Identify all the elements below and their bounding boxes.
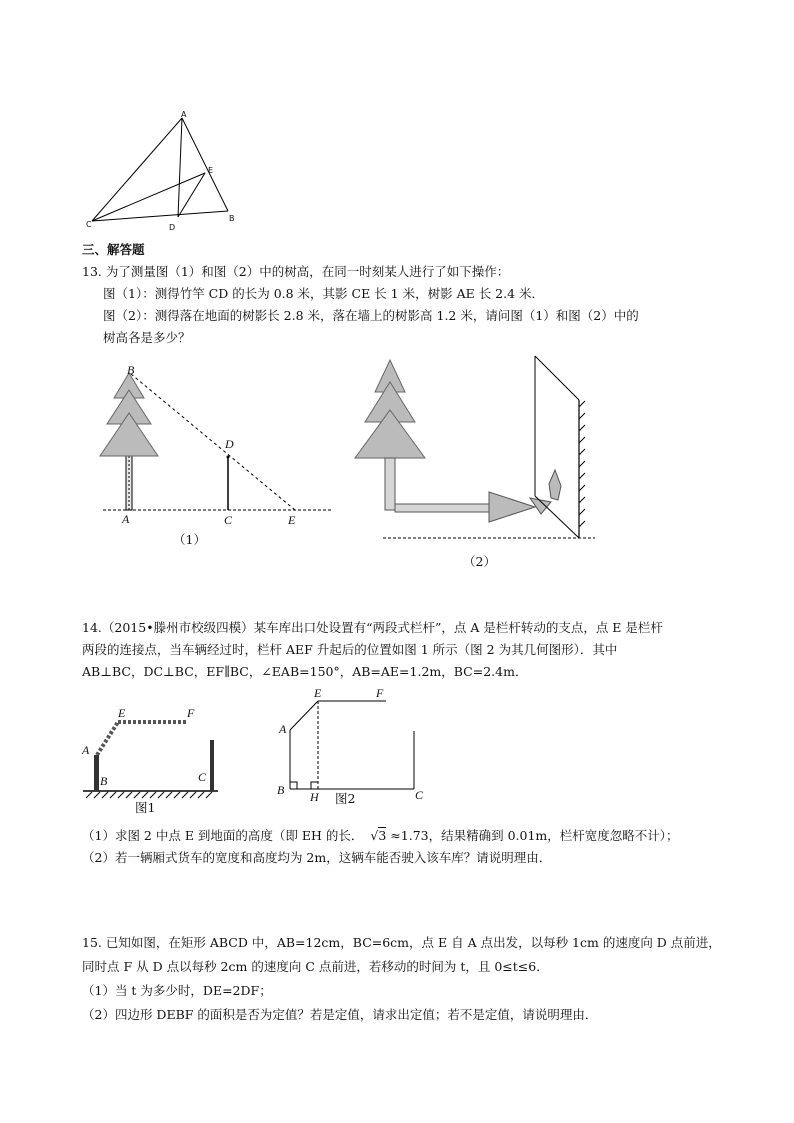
q14-part1 bbox=[82, 825, 679, 847]
fig2-caption: （2） bbox=[463, 554, 496, 569]
fig14-2-label-E: E bbox=[314, 686, 322, 700]
fig14-1-label-C: C bbox=[198, 770, 207, 784]
tree-shadow-diagram bbox=[100, 360, 340, 550]
label-A: A bbox=[181, 110, 187, 119]
q15-part2: （2）四边形 DEBF 的面积是否为定值？若是定值，请求出定值；若不是定值，请说明理由． bbox=[82, 1007, 598, 1022]
fig14-2-label-H: H bbox=[310, 790, 319, 804]
section-heading: 三、解答题 bbox=[82, 242, 145, 257]
fig14-1-caption: 图1 bbox=[135, 800, 156, 815]
fig1-label-D: D bbox=[225, 437, 234, 451]
q13-line2: 图（1）：测得竹竿 CD 的长为 0.8 米，其影 CE 长 1 米，树影 AE 长 2.4 米． bbox=[103, 286, 545, 301]
fig14-1-label-B: B bbox=[100, 774, 108, 788]
label-D: D bbox=[169, 223, 176, 232]
fig14-2-label-F: F bbox=[376, 686, 384, 700]
sqrt-radical-icon: √ bbox=[370, 828, 379, 843]
fig14-2-label-C: C bbox=[415, 788, 424, 802]
q14-figure-2 bbox=[272, 685, 432, 815]
sqrt-radicand: 3 bbox=[378, 828, 387, 843]
tree-wall-shadow-diagram bbox=[355, 352, 600, 552]
label-C: C bbox=[86, 220, 92, 229]
fig1-caption: （1） bbox=[173, 532, 206, 547]
fig14-1-label-E: E bbox=[118, 706, 126, 720]
fig1-label-E: E bbox=[288, 513, 296, 527]
q14-part1-pre: （1）求图 2 中点 E 到地面的高度（即 EH 的长． bbox=[82, 828, 364, 843]
q14-line1: 14.（2015•滕州市校级四模）某车库出口处设置有“两段式栏杆”，点 A 是栏杆转动的支点，点 E 是栏杆 bbox=[82, 620, 663, 635]
triangle-diagram bbox=[80, 108, 250, 238]
fig14-2-caption: 图2 bbox=[335, 791, 356, 806]
q13-line1: 13. 为了测量图（1）和图（2）中的树高，在同一时刻某人进行了如下操作： bbox=[82, 264, 510, 279]
fig14-1-label-F: F bbox=[187, 706, 195, 720]
barrier-geometry-diagram bbox=[272, 685, 432, 805]
fig1-label-A: A bbox=[122, 512, 130, 526]
fig1-label-C: C bbox=[224, 513, 233, 527]
q14-part2: （2）若一辆厢式货车的宽度和高度均为 2m，这辆车能否驶入该车库？请说明理由． bbox=[82, 850, 552, 865]
q15-part1: （1）当 t 为多少时，DE=2DF； bbox=[82, 983, 272, 998]
q14-figure-1 bbox=[80, 700, 230, 820]
q13-figure-1 bbox=[100, 360, 340, 550]
fig1-label-B: B bbox=[127, 363, 135, 377]
fig14-1-label-A: A bbox=[82, 743, 90, 757]
q14-part1-post: ≈1.73，结果精确到 0.01m，栏杆宽度忽略不计）； bbox=[390, 828, 679, 843]
fig14-2-label-A: A bbox=[279, 722, 287, 736]
label-E: E bbox=[208, 166, 214, 175]
q15-line1: 15. 已知如图，在矩形 ABCD 中，AB=12cm，BC=6cm，点 E 自 A 点出发，以每秒 1cm 的速度向 D 点前进， bbox=[82, 935, 721, 950]
q14-line3: AB⊥BC，DC⊥BC，EF∥BC，∠EAB=150°，AB=AE=1.2m，BC=2.4m． bbox=[82, 664, 528, 679]
sqrt-expression bbox=[370, 825, 386, 847]
figure-triangle bbox=[80, 108, 250, 238]
q13-line4: 树高各是多少？ bbox=[103, 330, 191, 345]
q13-line3: 图（2）：测得落在地面的树影长 2.8 米，落在墙上的树影高 1.2 米，请问图（1）和图（2）中的 bbox=[103, 308, 639, 323]
q14-line2: 两段的连接点，当车辆经过时，栏杆 AEF 升起后的位置如图 1 所示（图 2 为其几何图形）．其中 bbox=[82, 642, 618, 657]
fig14-2-label-B: B bbox=[277, 783, 285, 797]
q15-line2: 同时点 F 从 D 点以每秒 2cm 的速度向 C 点前进，若移动的时间为 t，且 0≤t≤6． bbox=[82, 959, 549, 974]
label-B: B bbox=[229, 214, 235, 223]
q13-figure-2 bbox=[355, 352, 600, 572]
